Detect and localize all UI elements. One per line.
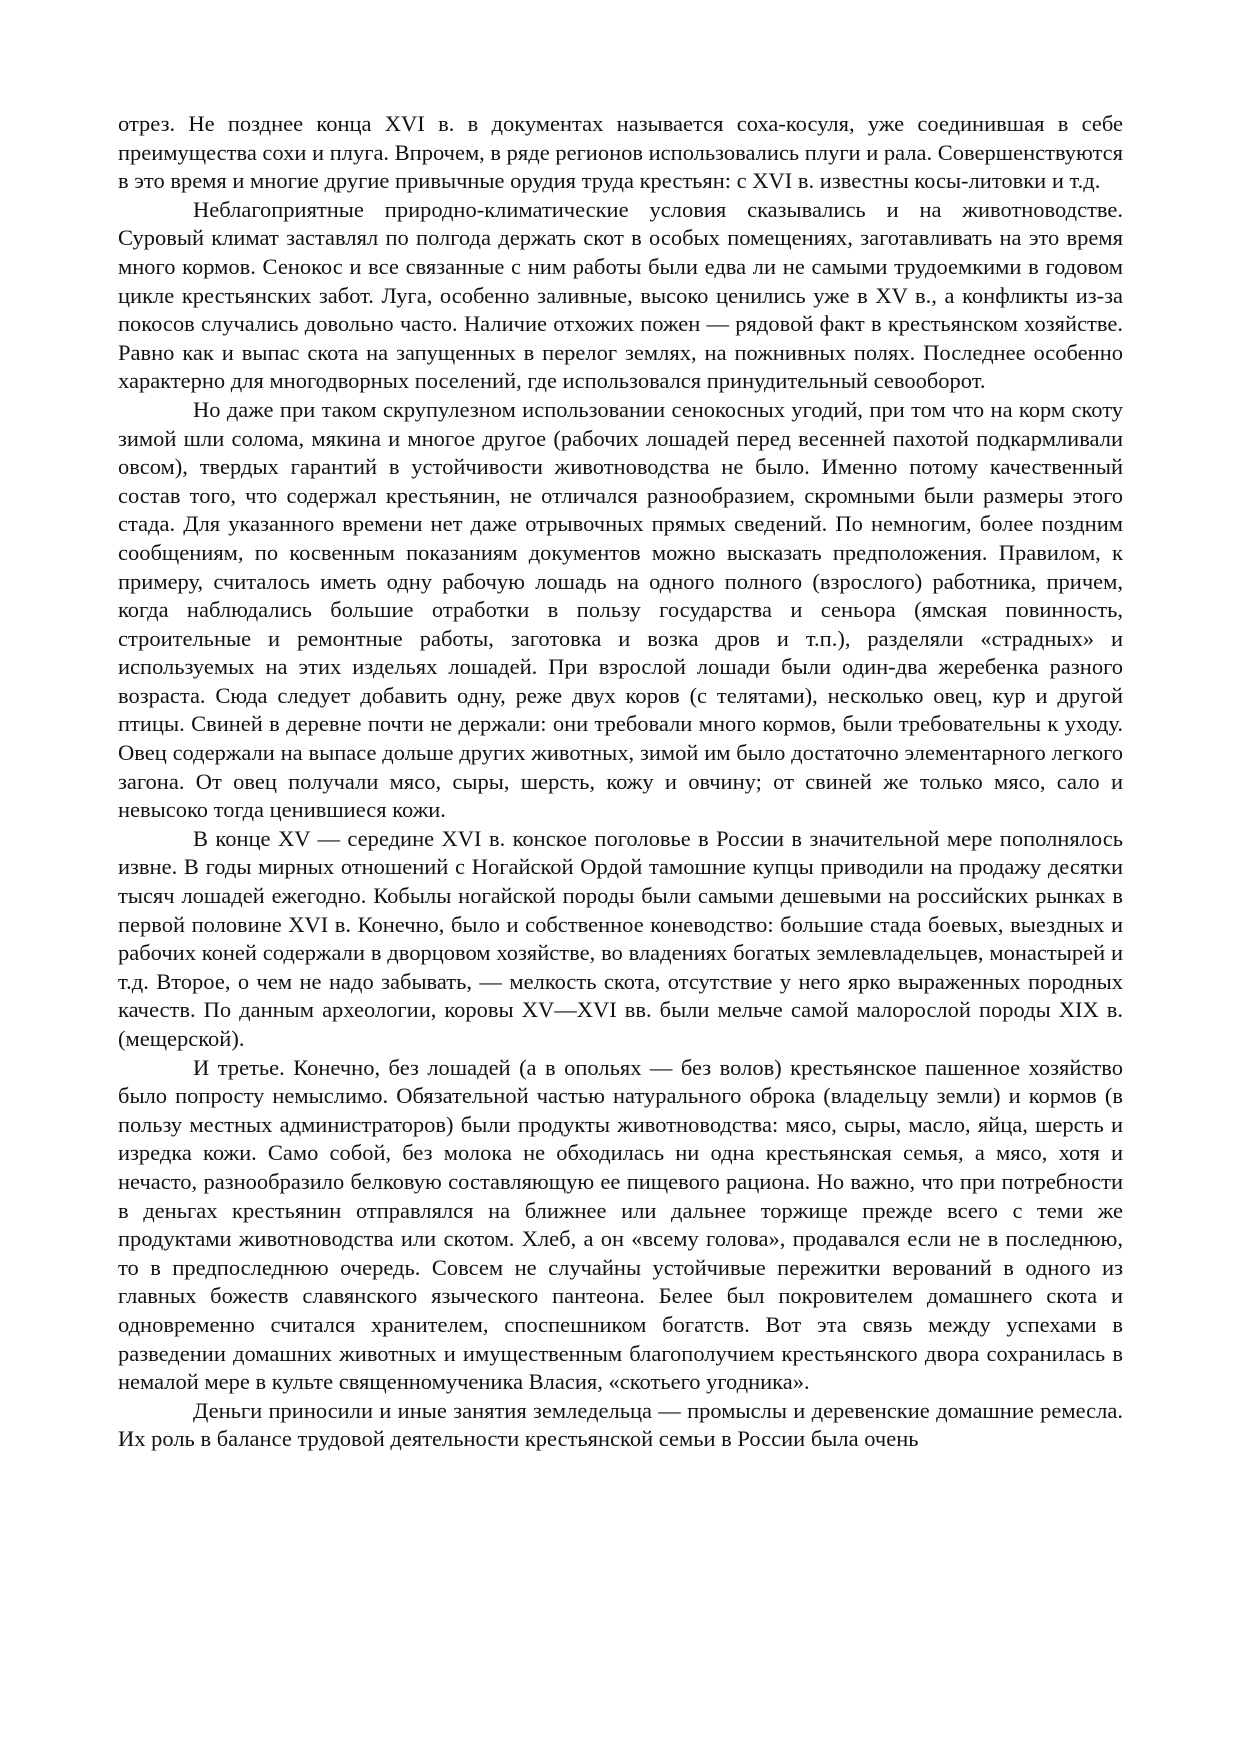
- document-page: [118, 110, 1123, 1454]
- paragraph-4: В конце XV — середине XVI в. конское поголовье в России в значительной мере пополнялось извне. В годы мирных отношений с Ногайской Ордой тамошние купцы приводили на продажу десятки тысяч лошадей ежегодно. Кобылы ногайской породы были самыми дешевыми на российских рынках в первой половине XVI в. Конечно, было и собственное коневодство: большие стада боевых, выездных и рабочих коней содержали в дворцовом хозяйстве, во владениях богатых землевладельцев, монастырей и т.д. Второе, о чем не надо забывать, — мелкость скота, отсутствие у него ярко выраженных породных качеств. По данным археологии, коровы XV—XVI вв. были мельче самой малорослой породы XIX в. (мещерской).: [118, 825, 1123, 1051]
- paragraph-5: И третье. Конечно, без лошадей (а в опольях — без волов) крестьянское пашенное хозяйство было попросту немыслимо. Обязательной частью натурального оброка (владельцу земли) и кормов (в пользу местных администраторов) были продукты животноводства: мясо, сыры, масло, яйца, шерсть и изредка кожи. Само собой, без молока не обходилась ни одна крестьянская семья, а мясо, хотя и нечасто, разнообразило белковую составляющую ее пищевого рациона. Но важно, что при потребности в деньгах крестьянин отправлялся на ближнее или дальнее торжище прежде всего с теми же продуктами животноводства или скотом. Хлеб, а он «всему голова», продавался если не в последнюю, то в предпоследнюю очередь. Совсем не случайны устойчивые пережитки верований в одного из главных божеств славянского языческого пантеона. Белее был покровителем домашнего скота и одновременно считался хранителем, споспешником богатств. Вот эта связь между успехами в разведении домашних животных и имущественным благополучием крестьянского двора сохранилась в немалой мере в культе священномученика Власия, «скотьего угодника».: [118, 1054, 1123, 1395]
- paragraph-3: Но даже при таком скрупулезном использовании сенокосных угодий, при том что на корм скоту зимой шли солома, мякина и многое другое (рабочих лошадей перед весенней пахотой подкармливали овсом), твердых гарантий в устойчивости животноводства не было. Именно потому качественный состав того, что содержал крестьянин, не отличался разнообразием, скромными были размеры этого стада. Для указанного времени нет даже отрывочных прямых сведений. По немногим, более поздним сообщениям, по косвенным показаниям документов можно высказать предположения. Правилом, к примеру, считалось иметь одну рабочую лошадь на одного полного (взрослого) работника, причем, когда наблюдались большие отработки в пользу государства и сеньора (ямская повинность, строительные и ремонтные работы, заготовка и возка дров и т.п.), разделяли «страдных» и используемых на этих издельях лошадей. При взрослой лошади были один-два жеребенка разного возраста. Сюда следует добавить одну, реже двух коров (с телятами), несколько овец, кур и другой птицы. Свиней в деревне почти не держали: они требовали много кормов, были требовательны к уходу. Овец содержали на выпасе дольше других животных, зимой им было достаточно элементарного легкого загона. От овец получали мясо, сыры, шерсть, кожу и овчину; от свиней же только мясо, сало и невысоко тогда ценившиеся кожи.: [118, 396, 1123, 823]
- paragraph-6: Деньги приносили и иные занятия земледельца — промыслы и деревенские домашние ремесла. Их роль в балансе трудовой деятельности крестьянской семьи в России была очень: [118, 1397, 1123, 1452]
- paragraph-2: Неблагоприятные природно-климатические условия сказывались и на животноводстве. Суровый климат заставлял по полгода держать скот в особых помещениях, заготавливать на это время много кормов. Сенокос и все связанные с ним работы были едва ли не самыми трудоемкими в годовом цикле крестьянских забот. Луга, особенно заливные, высоко ценились уже в XV в., а конфликты из-за покосов случались довольно часто. Наличие отхожих пожен — рядовой факт в крестьянском хозяйстве. Равно как и выпас скота на запущенных в перелог землях, на пожнивных полях. Последнее особенно характерно для многодворных поселений, где использовался принудительный севооборот.: [118, 196, 1123, 394]
- paragraph-1: отрез. Не позднее конца XVI в. в документах называется соха-косуля, уже соединившая в себе преимущества сохи и плуга. Впрочем, в ряде регионов использовались плуги и рала. Совершенствуются в это время и многие другие привычные орудия труда крестьян: с XVI в. известны косы-литовки и т.д.: [118, 111, 1124, 194]
